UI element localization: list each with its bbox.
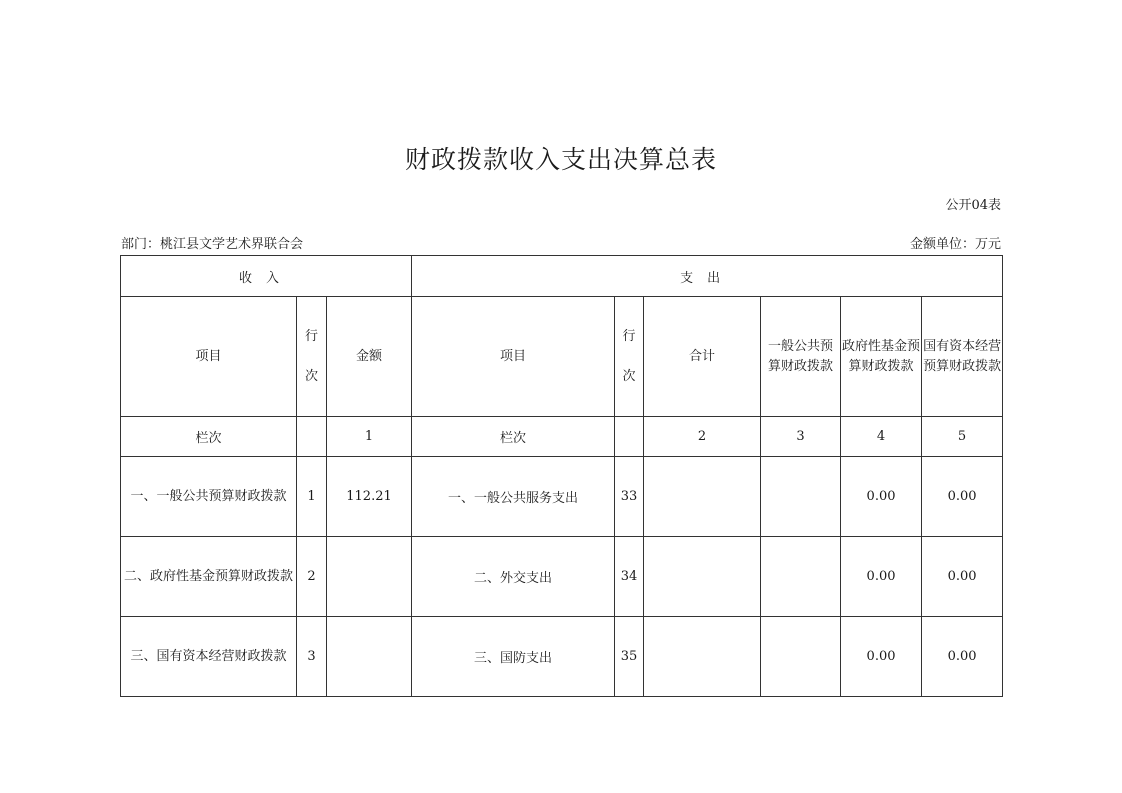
general-budget-header: 一般公共预算财政拨款: [761, 297, 841, 417]
expense-item: 三、国防支出: [412, 617, 615, 697]
state-capital-value: 0.00: [922, 617, 1003, 697]
general-value: [761, 457, 841, 537]
income-row-no: 2: [297, 537, 327, 617]
total-header: 合计: [644, 297, 761, 417]
seq-empty-2: [615, 417, 644, 457]
exp-row-no-char-2: 次: [622, 368, 636, 384]
seq-empty-1: [297, 417, 327, 457]
income-amount: [327, 617, 412, 697]
income-item-header: 项目: [121, 297, 297, 417]
expense-section-header: 支出: [412, 256, 1003, 297]
state-capital-value: 0.00: [922, 537, 1003, 617]
column-header-row: [121, 297, 1003, 417]
seq-income-amount: 1: [327, 417, 412, 457]
state-capital-header: 国有资本经营预算财政拨款: [922, 297, 1003, 417]
seq-gov-fund: 4: [841, 417, 922, 457]
amount-unit-label: 金额单位：万元: [909, 237, 1001, 252]
expense-item: 一、一般公共服务支出: [412, 457, 615, 537]
income-row-no-header: [297, 297, 327, 417]
expense-row-no: 33: [615, 457, 644, 537]
seq-state-capital: 5: [922, 417, 1003, 457]
general-value: [761, 537, 841, 617]
income-amount-header: 金额: [327, 297, 412, 417]
expense-row-no-header: [615, 297, 644, 417]
form-number: 公开04表: [945, 198, 1001, 213]
expense-row-no: 34: [615, 537, 644, 617]
budget-table: [120, 255, 1003, 697]
department-label: 部门：桃江县文学艺术界联合会: [121, 237, 304, 252]
income-amount: 112.21: [327, 457, 412, 537]
income-section-header: 收入: [121, 256, 412, 297]
seq-exp-label: 栏次: [412, 417, 615, 457]
total-value: [644, 617, 761, 697]
gov-fund-header: 政府性基金预算财政拨款: [841, 297, 922, 417]
table-row: [121, 617, 1003, 697]
seq-total: 2: [644, 417, 761, 457]
general-value: [761, 617, 841, 697]
income-item: 一、一般公共预算财政拨款: [121, 457, 297, 537]
exp-row-no-char-1: 行: [622, 328, 636, 344]
gov-fund-value: 0.00: [841, 457, 922, 537]
expense-item: 二、外交支出: [412, 537, 615, 617]
row-no-char-2: 次: [304, 368, 318, 384]
table-row: [121, 457, 1003, 537]
seq-general: 3: [761, 417, 841, 457]
page-title: 财政拨款收入支出决算总表: [404, 145, 717, 174]
expense-item-header: 项目: [412, 297, 615, 417]
table-row: [121, 537, 1003, 617]
income-row-no: 3: [297, 617, 327, 697]
income-amount: [327, 537, 412, 617]
total-value: [644, 537, 761, 617]
income-item: 三、国有资本经营财政拨款: [121, 617, 297, 697]
section-header-row: [121, 256, 1003, 297]
income-item: 二、政府性基金预算财政拨款: [121, 537, 297, 617]
row-no-char-1: 行: [304, 328, 318, 344]
income-row-no: 1: [297, 457, 327, 537]
gov-fund-value: 0.00: [841, 537, 922, 617]
seq-label: 栏次: [121, 417, 297, 457]
total-value: [644, 457, 761, 537]
expense-row-no: 35: [615, 617, 644, 697]
gov-fund-value: 0.00: [841, 617, 922, 697]
sequence-row: [121, 417, 1003, 457]
state-capital-value: 0.00: [922, 457, 1003, 537]
